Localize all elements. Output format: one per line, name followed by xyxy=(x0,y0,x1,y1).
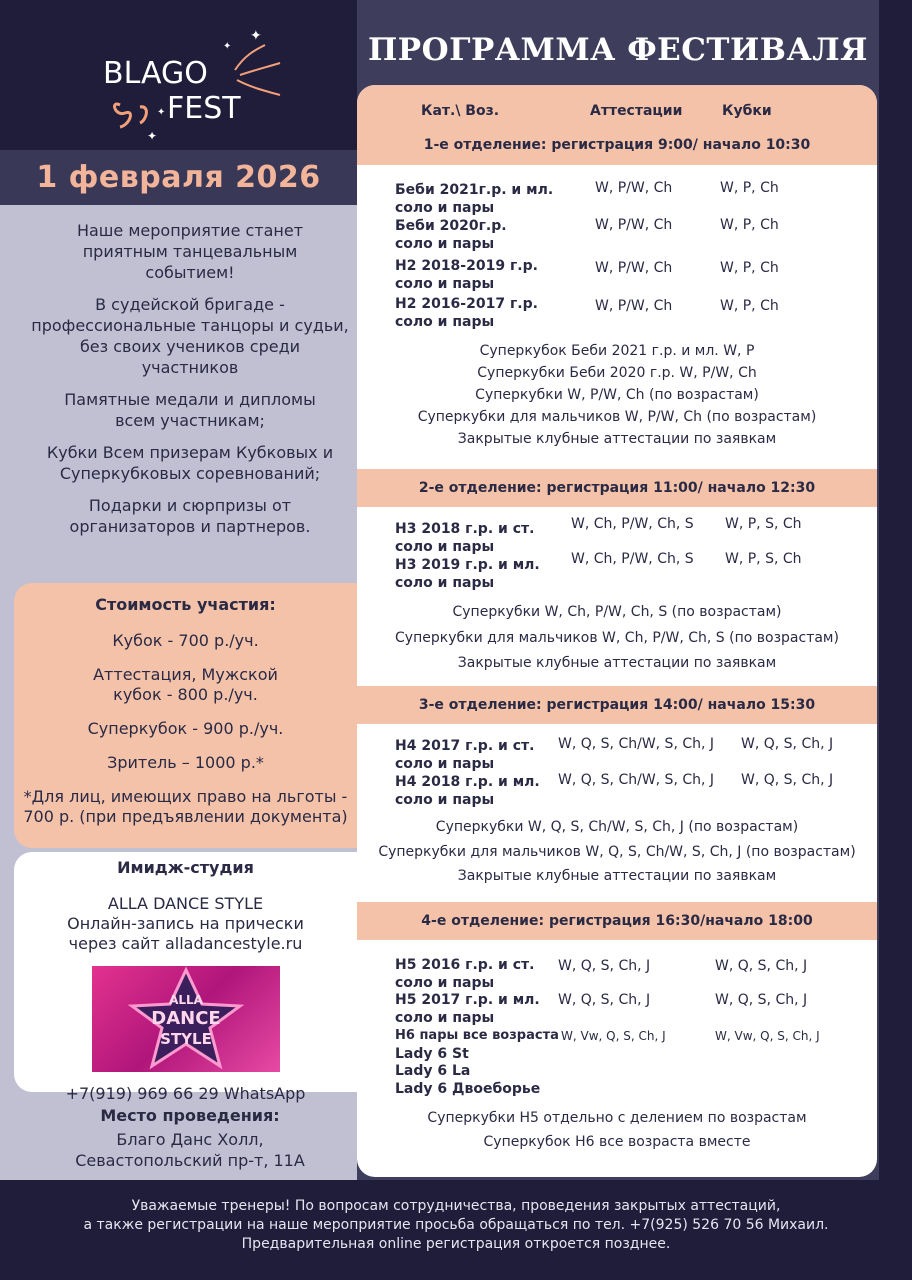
section-note: Суперкубки Н5 отдельно с делением по возрастам xyxy=(427,1110,807,1126)
col-category: Кат.\ Воз. xyxy=(421,103,500,119)
category-sub: соло и пары xyxy=(395,200,495,216)
section-note: Суперкубки Беби 2020 г.р. W, P/W, Ch xyxy=(477,365,757,381)
intro-paragraph: Наше мероприятие станет приятным танцевальным событием! xyxy=(76,221,304,282)
section-note: Суперкубки для мальчиков W, Q, S, Ch/W, S, Ch, J (по возрастам) xyxy=(378,844,856,860)
attestation-value: W, P/W, Ch xyxy=(595,217,673,233)
price-item: Зритель – 1000 р.* xyxy=(107,753,264,772)
category-label: Lady 6 St xyxy=(395,1046,469,1062)
attestation-value: W, Q, S, Ch, J xyxy=(558,958,651,974)
price-box xyxy=(14,583,357,848)
cup-value: W, P, Ch xyxy=(720,298,779,314)
section-note: Закрытые клубные аттестации по заявкам xyxy=(457,868,777,884)
cup-value: W, Q, S, Ch, J xyxy=(715,992,808,1008)
logo-word-blago: BLAGO xyxy=(103,56,208,91)
intro-paragraph: Памятные медали и дипломы всем участникам; xyxy=(64,390,316,430)
footer-line: Уважаемые тренеры! По вопросам сотрудничества, проведения закрытых аттестаций, xyxy=(131,1198,781,1214)
section-4-band xyxy=(357,902,877,940)
category-sub: соло и пары xyxy=(395,539,495,555)
intro-paragraph: В судейской бригаде - профессиональные танцоры и судьи, без своих учеников среди участников xyxy=(31,295,349,377)
intro-paragraph: Подарки и сюрпризы от организаторов и партнеров. xyxy=(69,496,311,536)
venue xyxy=(30,1105,350,1171)
studio-site[interactable]: через сайт alladancestyle.ru xyxy=(68,934,303,953)
category-label: Н6 пары все возраста xyxy=(395,1028,559,1043)
venue-line: Благо Данс Холл, xyxy=(116,1130,264,1149)
category-sub: соло и пары xyxy=(395,1010,495,1026)
footer-line: а также регистрации на наше мероприятие просьба обращаться по тел. +7(925) 526 70 56 Михаил. xyxy=(83,1217,829,1233)
category-label: Lady 6 Двоеборье xyxy=(395,1081,541,1097)
svg-text:✦: ✦ xyxy=(223,41,232,52)
footer-line: Предварительная online регистрация откроется позднее. xyxy=(241,1236,671,1252)
category-sub: соло и пары xyxy=(395,792,495,808)
price-item: Аттестация, Мужской кубок - 800 р./уч. xyxy=(93,665,278,704)
category-sub: соло и пары xyxy=(395,756,495,772)
price-item: Суперкубок - 900 р./уч. xyxy=(87,719,284,738)
cup-value: W, P, Ch xyxy=(720,260,779,276)
studio-booking: Онлайн-запись на прически xyxy=(67,914,304,933)
section-note: Суперкубки W, Ch, P/W, Ch, S (по возрастам) xyxy=(452,604,782,620)
venue-title: Место проведения: xyxy=(100,1106,280,1125)
attestation-value: W, P/W, Ch xyxy=(595,260,673,276)
cup-value: W, Q, S, Ch, J xyxy=(741,772,834,788)
program-card xyxy=(357,85,877,1177)
category-sub: соло и пары xyxy=(395,975,495,991)
attestation-value: W, Q, S, Ch/W, S, Ch, J xyxy=(558,772,715,788)
attestation-value: W, P/W, Ch xyxy=(595,180,673,196)
cup-value: W, Vw, Q, S, Ch, J xyxy=(715,1029,820,1043)
cup-value: W, Q, S, Ch, J xyxy=(741,736,834,752)
section-4-title: 4-е отделение: регистрация 16:30/начало 18:00 xyxy=(421,913,813,929)
column-header xyxy=(357,85,877,165)
attestation-value: W, Vw, Q, S, Ch, J xyxy=(561,1029,666,1043)
section-note: Суперкубок Беби 2021 г.р. и мл. W, P xyxy=(479,343,755,359)
event-date: 1 февраля 2026 xyxy=(36,160,321,195)
date-band xyxy=(0,150,357,205)
cup-value: W, P, Ch xyxy=(720,217,779,233)
category-sub: соло и пары xyxy=(395,314,495,330)
section-note: Суперкубки для мальчиков W, Ch, P/W, Ch, S (по возрастам) xyxy=(395,630,839,646)
studio-box xyxy=(14,852,357,1103)
category-label: Беби 2021г.р. и мл. xyxy=(395,182,554,198)
attestation-value: W, Q, S, Ch/W, S, Ch, J xyxy=(558,736,715,752)
section-note: Закрытые клубные аттестации по заявкам xyxy=(457,431,777,447)
logo-word-fest: FEST xyxy=(167,91,241,126)
venue-line: Севастопольский пр-т, 11А xyxy=(75,1151,305,1170)
category-label: Н2 2018-2019 г.р. xyxy=(395,258,538,274)
studio-logo-word: STYLE xyxy=(159,1030,212,1048)
attestation-value: W, Ch, P/W, Ch, S xyxy=(571,551,694,567)
cup-value: W, P, S, Ch xyxy=(725,551,802,567)
alla-dance-style-logo xyxy=(92,966,280,1072)
price-note: *Для лиц, имеющих право на льготы - 700 р. (при предъявлении документа) xyxy=(23,787,348,826)
svg-text:✦: ✦ xyxy=(250,28,262,44)
section-3-title: 3-е отделение: регистрация 14:00/ начало 15:30 xyxy=(418,697,816,713)
footer-text xyxy=(20,1197,892,1254)
section-1-title: 1-е отделение: регистрация 9:00/ начало 10:30 xyxy=(423,137,811,153)
section-3-band xyxy=(357,686,877,724)
category-label: Н5 2017 г.р. и мл. xyxy=(395,992,540,1008)
studio-phone[interactable]: +7(919) 969 66 29 WhatsApp xyxy=(65,1084,306,1103)
intro-paragraph: Кубки Всем призерам Кубковых и Суперкубковых соревнований; xyxy=(46,443,334,483)
cup-value: W, Q, S, Ch, J xyxy=(715,958,808,974)
studio-logo-word: DANCE xyxy=(150,1008,221,1029)
col-cups: Кубки xyxy=(722,103,772,119)
studio-title: Имидж-студия xyxy=(117,858,254,877)
section-note: Суперкубки для мальчиков W, P/W, Ch (по возрастам) xyxy=(417,409,817,425)
section-note: Суперкубок Н6 все возраста вместе xyxy=(483,1134,751,1150)
attestation-value: W, Ch, P/W, Ch, S xyxy=(571,516,694,532)
category-sub: соло и пары xyxy=(395,575,495,591)
cup-value: W, P, Ch xyxy=(720,180,779,196)
svg-text:✦: ✦ xyxy=(147,129,158,143)
attestation-value: W, Q, S, Ch, J xyxy=(558,992,651,1008)
cup-value: W, P, S, Ch xyxy=(725,516,802,532)
category-label: Н5 2016 г.р. и ст. xyxy=(395,957,535,973)
category-label: Н2 2016-2017 г.р. xyxy=(395,296,538,312)
section-2-title: 2-е отделение: регистрация 11:00/ начало 12:30 xyxy=(418,480,816,496)
category-label: Н4 2017 г.р. и ст. xyxy=(395,738,535,754)
category-label: Lady 6 La xyxy=(395,1063,471,1079)
section-note: Закрытые клубные аттестации по заявкам xyxy=(457,655,777,671)
blagofest-logo xyxy=(95,25,295,145)
section-note: Суперкубки W, P/W, Ch (по возрастам) xyxy=(475,387,759,403)
category-label: Беби 2020г.р. xyxy=(395,218,507,234)
price-title: Стоимость участия: xyxy=(95,595,276,614)
category-label: Н4 2018 г.р. и мл. xyxy=(395,774,540,790)
svg-text:✦: ✦ xyxy=(157,107,166,118)
category-label: Н3 2019 г.р. и мл. xyxy=(395,557,540,573)
category-label: Н3 2018 г.р. и ст. xyxy=(395,521,535,537)
section-2-band xyxy=(357,469,877,507)
studio-logo-word: ALLA xyxy=(168,993,203,1007)
category-sub: соло и пары xyxy=(395,236,495,252)
category-sub: соло и пары xyxy=(395,276,495,292)
price-item: Кубок - 700 р./уч. xyxy=(112,631,259,650)
col-attestation: Аттестации xyxy=(590,103,683,119)
studio-name: ALLA DANCE STYLE xyxy=(107,894,264,913)
section-note: Суперкубки W, Q, S, Ch/W, S, Ch, J (по возрастам) xyxy=(435,819,799,835)
intro-text xyxy=(30,220,350,548)
attestation-value: W, P/W, Ch xyxy=(595,298,673,314)
program-title: ПРОГРАММА ФЕСТИВАЛЯ xyxy=(368,32,868,68)
